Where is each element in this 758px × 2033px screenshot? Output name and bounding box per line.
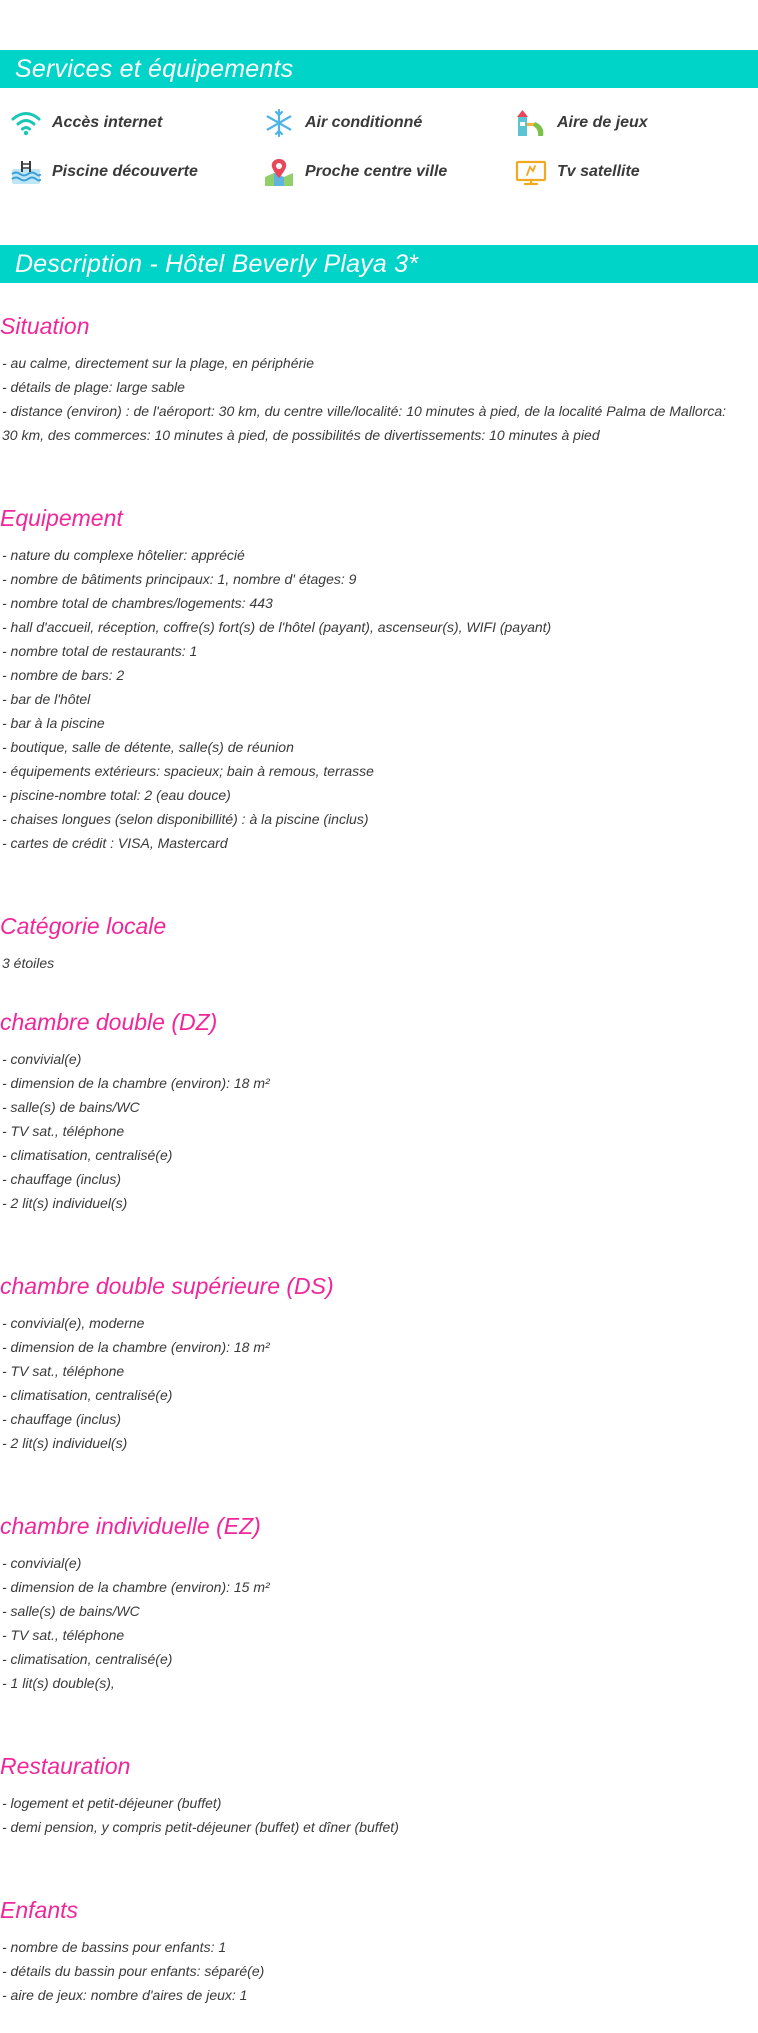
section-line: - chaises longues (selon disponibillité) : à la piscine (inclus) xyxy=(2,811,369,827)
section-line: - piscine-nombre total: 2 (eau douce) xyxy=(2,787,231,803)
section-equipement xyxy=(0,503,758,855)
section-chambre-double-superieure xyxy=(0,1271,758,1455)
section-line: - dimension de la chambre (environ): 18 m² xyxy=(2,1075,270,1091)
section-line: - hall d'accueil, réception, coffre(s) fort(s) de l'hôtel (payant), ascenseur(s), WIFI (payant) xyxy=(2,619,552,635)
section-line: - bar à la piscine xyxy=(2,715,105,731)
playground-icon xyxy=(515,108,547,138)
section-line: - dimension de la chambre (environ): 18 m² xyxy=(2,1339,270,1355)
section-line: - nombre total de restaurants: 1 xyxy=(2,643,198,659)
section-line: - convivial(e), moderne xyxy=(2,1315,145,1331)
section-line: - au calme, directement sur la plage, en périphérie xyxy=(2,355,315,371)
section-line: - distance (environ) : de l'aéroport: 30 km, du centre ville/localité: 10 minutes à pied, de la localité Palma de Mallorca: xyxy=(2,403,727,419)
service-outdoor-pool xyxy=(10,157,198,187)
section-enfants xyxy=(0,1895,758,2007)
section-line: - salle(s) de bains/WC xyxy=(2,1099,140,1115)
section-chambre-individuelle xyxy=(0,1511,758,1695)
section-heading: Equipement xyxy=(0,505,123,531)
service-label: Tv satellite xyxy=(557,163,640,180)
section-line: - équipements extérieurs: spacieux; bain à remous, terrasse xyxy=(2,763,374,779)
snowflake-icon xyxy=(263,108,295,138)
section-line: - bar de l'hôtel xyxy=(2,691,91,707)
service-label: Piscine découverte xyxy=(52,163,198,180)
service-internet xyxy=(10,108,162,138)
section-line: 30 km, des commerces: 10 minutes à pied, de possibilités de divertissements: 10 minutes à pied xyxy=(2,427,600,443)
section-heading: Enfants xyxy=(0,1897,78,1923)
section-line: - TV sat., téléphone xyxy=(2,1123,125,1139)
section-line: - demi pension, y compris petit-déjeuner (buffet) et dîner (buffet) xyxy=(2,1819,399,1835)
section-line: - convivial(e) xyxy=(2,1051,82,1067)
section-line: - nombre de bâtiments principaux: 1, nombre d' étages: 9 xyxy=(2,571,357,587)
service-label: Proche centre ville xyxy=(305,163,448,180)
map-pin-icon xyxy=(263,157,295,187)
section-line: - climatisation, centralisé(e) xyxy=(2,1147,173,1163)
section-line: - climatisation, centralisé(e) xyxy=(2,1651,173,1667)
section-line: - 2 lit(s) individuel(s) xyxy=(2,1435,128,1451)
section-chambre-double xyxy=(0,1007,758,1215)
section-restauration xyxy=(0,1751,758,1839)
section-heading: Restauration xyxy=(0,1753,131,1779)
section-line: - détails de plage: large sable xyxy=(2,379,185,395)
section-line: - salle(s) de bains/WC xyxy=(2,1603,140,1619)
description-title: Description - Hôtel Beverly Playa 3* xyxy=(0,245,758,283)
section-categorie-locale xyxy=(0,911,758,975)
section-line: - chauffage (inclus) xyxy=(2,1171,122,1187)
services-title: Services et équipements xyxy=(0,50,758,88)
section-line: - boutique, salle de détente, salle(s) de réunion xyxy=(2,739,294,755)
section-line: 3 étoiles xyxy=(2,955,55,971)
section-line: - convivial(e) xyxy=(2,1555,82,1571)
service-air-conditioning xyxy=(263,108,422,138)
wifi-icon xyxy=(10,108,42,138)
service-city-center xyxy=(263,157,447,187)
service-satellite-tv xyxy=(515,157,640,187)
section-line: - nature du complexe hôtelier: apprécié xyxy=(2,547,245,563)
service-label: Air conditionné xyxy=(305,114,423,131)
section-heading: chambre individuelle (EZ) xyxy=(0,1513,261,1539)
service-playground xyxy=(515,108,648,138)
section-line: - détails du bassin pour enfants: séparé(e) xyxy=(2,1963,265,1979)
service-label: Aire de jeux xyxy=(557,114,648,131)
section-line: - nombre de bassins pour enfants: 1 xyxy=(2,1939,227,1955)
section-line: - aire de jeux: nombre d'aires de jeux: 1 xyxy=(2,1987,248,2003)
section-line: - TV sat., téléphone xyxy=(2,1627,125,1643)
section-situation xyxy=(0,311,758,447)
section-line: - nombre total de chambres/logements: 443 xyxy=(2,595,273,611)
section-line: - 2 lit(s) individuel(s) xyxy=(2,1195,128,1211)
tv-icon xyxy=(515,157,547,187)
section-line: - TV sat., téléphone xyxy=(2,1363,125,1379)
section-heading: Catégorie locale xyxy=(0,913,167,939)
section-heading: Situation xyxy=(0,313,90,339)
pool-icon xyxy=(10,157,42,187)
section-heading: chambre double supérieure (DS) xyxy=(0,1273,334,1299)
section-line: - 1 lit(s) double(s), xyxy=(2,1675,115,1691)
section-line: - cartes de crédit : VISA, Mastercard xyxy=(2,835,228,851)
section-line: - chauffage (inclus) xyxy=(2,1411,122,1427)
section-line: - climatisation, centralisé(e) xyxy=(2,1387,173,1403)
service-label: Accès internet xyxy=(52,114,163,131)
section-line: - dimension de la chambre (environ): 15 m² xyxy=(2,1579,270,1595)
section-line: - nombre de bars: 2 xyxy=(2,667,125,683)
section-line: - logement et petit-déjeuner (buffet) xyxy=(2,1795,222,1811)
section-heading: chambre double (DZ) xyxy=(0,1009,218,1035)
